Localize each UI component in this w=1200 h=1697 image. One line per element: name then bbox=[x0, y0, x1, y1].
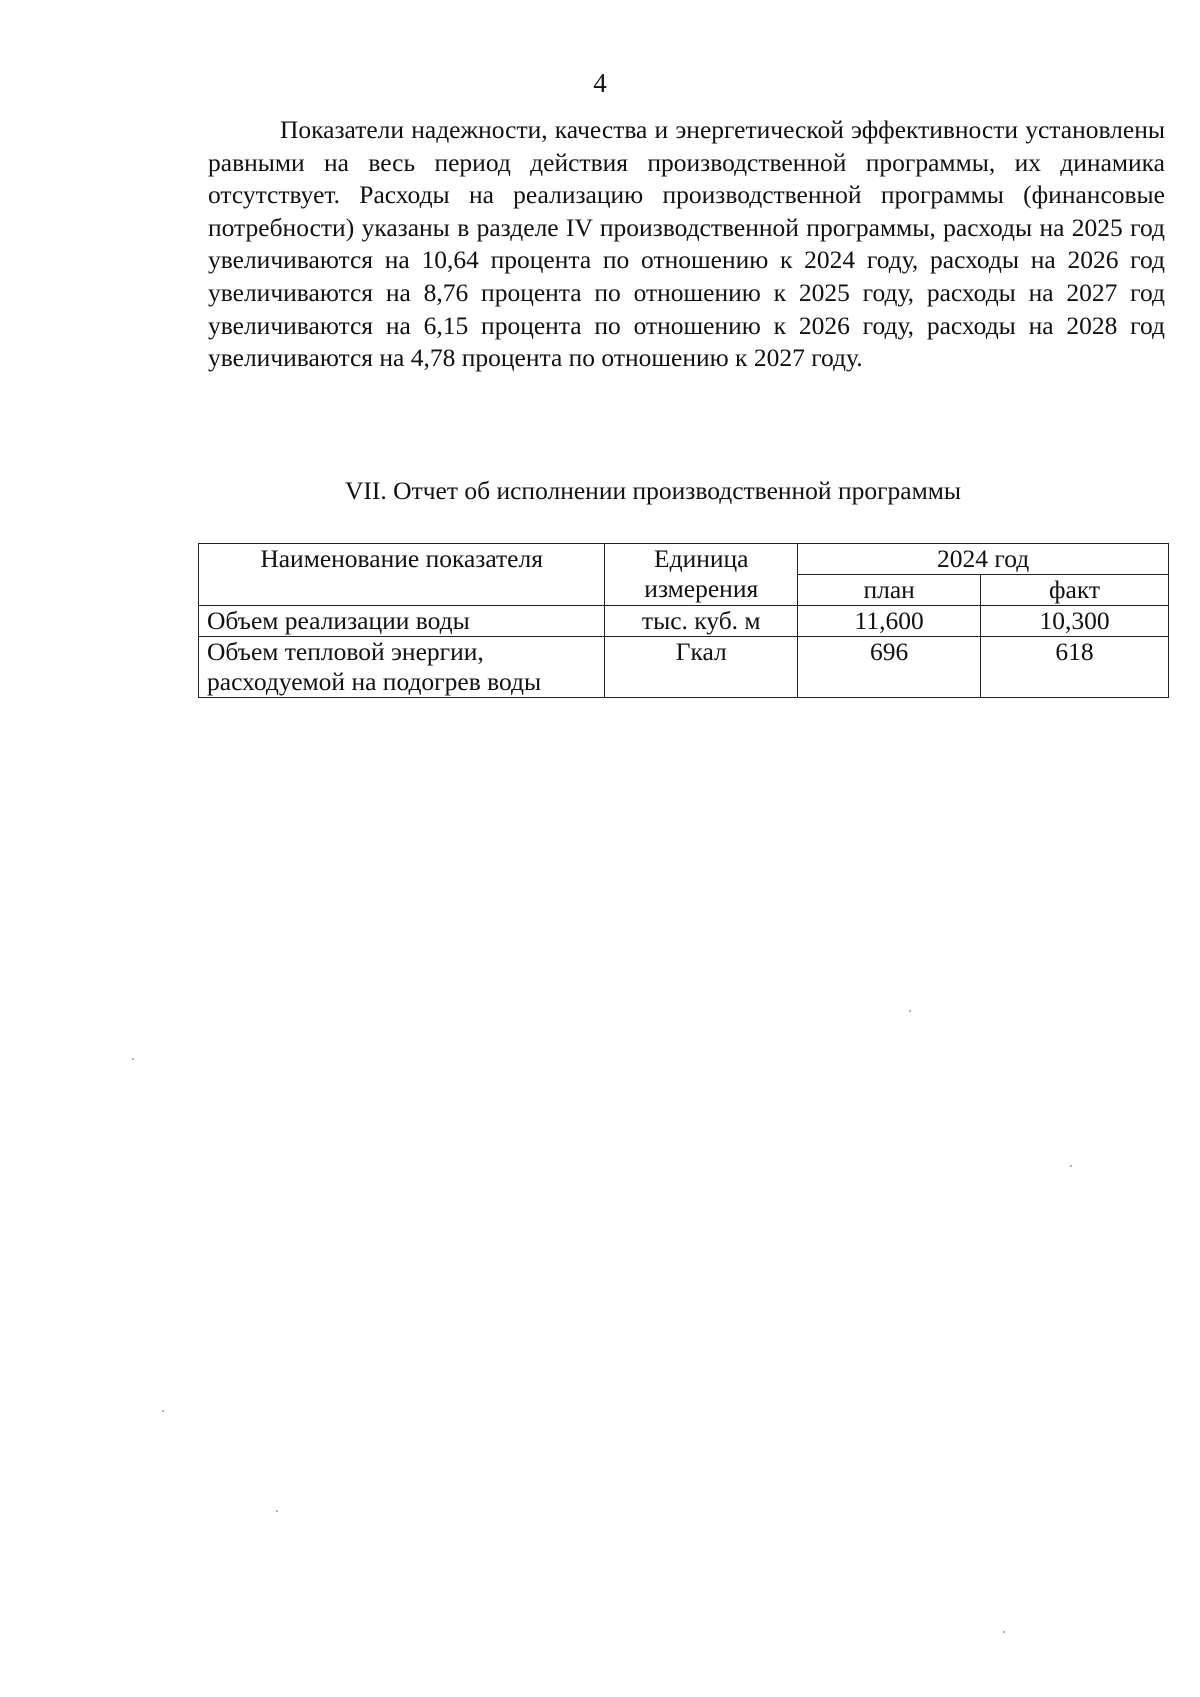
header-unit-line2: измерения bbox=[644, 574, 759, 603]
section-title: VII. Отчет об исполнении производственной программы bbox=[345, 476, 962, 505]
cell-unit: тыс. куб. м bbox=[605, 606, 798, 637]
scan-speck bbox=[132, 1058, 134, 1060]
header-unit bbox=[605, 544, 798, 606]
cell-unit: Гкал bbox=[605, 637, 798, 698]
header-fact: факт bbox=[981, 575, 1169, 606]
production-program-report-table bbox=[198, 543, 1169, 698]
cell-indicator-name: Объем тепловой энергии, расходуемой на подогрев воды bbox=[199, 637, 605, 698]
header-year: 2024 год bbox=[798, 544, 1169, 575]
body-paragraph: Показатели надежности, качества и энергетической эффективности установлены равными на весь период действия производственной программы, их динамика отсутствует. Расходы на реализацию производственной программы (финансовые потребности) указаны в разделе IV производственной программы, расходы на 2025 год увеличиваются на 10,64 процента по отношению к 2024 году, расходы на 2026 год увеличиваются на 8,76 процента по отношению к 2025 году, расходы на 2027 год увеличиваются на 6,15 процента по отношению к 2026 году, расходы на 2028 год увеличиваются на 4,78 процента по отношению к 2027 году. bbox=[208, 115, 1165, 373]
scan-speck bbox=[1003, 1631, 1005, 1633]
page-number: 4 bbox=[593, 68, 607, 98]
table-row bbox=[199, 606, 1169, 637]
scan-speck bbox=[909, 1010, 911, 1012]
header-unit-line1: Единица bbox=[654, 544, 749, 573]
header-indicator-name: Наименование показателя bbox=[199, 544, 605, 606]
table-row bbox=[199, 637, 1169, 698]
cell-fact: 10,300 bbox=[981, 606, 1169, 637]
scan-speck bbox=[1070, 1165, 1072, 1167]
scan-speck bbox=[276, 1510, 278, 1512]
body-paragraph-block bbox=[208, 114, 1165, 375]
cell-fact: 618 bbox=[981, 637, 1169, 698]
cell-plan: 11,600 bbox=[798, 606, 981, 637]
table-header-row bbox=[199, 544, 1169, 575]
header-plan: план bbox=[798, 575, 981, 606]
cell-plan: 696 bbox=[798, 637, 981, 698]
cell-indicator-name: Объем реализации воды bbox=[199, 606, 605, 637]
scan-speck bbox=[162, 1410, 164, 1412]
